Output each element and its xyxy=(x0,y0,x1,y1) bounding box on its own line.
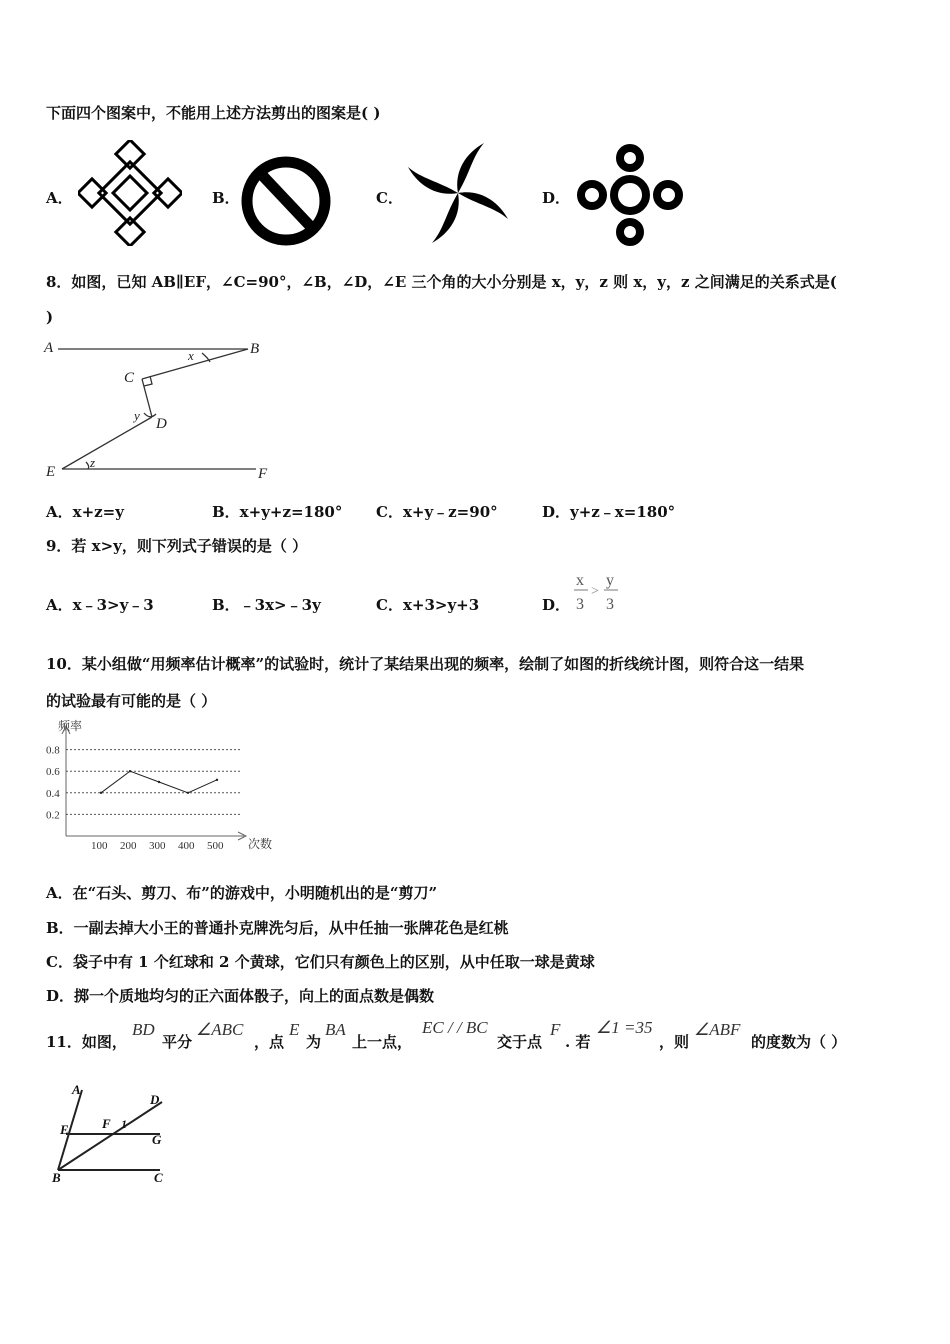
q8-stem-end: ) xyxy=(46,308,54,326)
q11-text-is: 为 xyxy=(306,1033,322,1051)
q9-frac-num-right: y xyxy=(606,572,614,589)
q8-label-d: D xyxy=(156,416,167,432)
q11-ec-parallel-bc: EC / / BC xyxy=(422,1018,488,1037)
q10-stem-line1: 10．某小组做“用频率估计概率”的试验时，统计了某结果出现的频率，绘制了如图的折线统计图，则符合这一结果 xyxy=(46,655,805,673)
chart-y-tick-label: 0.6 xyxy=(46,766,60,779)
q10-frequency-line-chart xyxy=(44,718,278,856)
chart-data-point xyxy=(158,781,160,783)
chart-y-tick-label: 0.8 xyxy=(46,744,60,757)
q7-stem: 下面四个图案中，不能用上述方法剪出的图案是( ) xyxy=(46,104,381,122)
q8-geometry-figure xyxy=(42,334,274,484)
q9-frac-den-left: 3 xyxy=(576,596,584,613)
chart-x-tick-label: 200 xyxy=(120,840,137,852)
q11-point-f: F xyxy=(550,1020,561,1039)
q11-label-a: A xyxy=(72,1082,81,1097)
q9-stem: 9．若 x>y，则下列式子错误的是（ ） xyxy=(46,537,308,555)
q9-frac-operator: > xyxy=(591,584,599,599)
q11-text-if: . 若 xyxy=(565,1033,591,1051)
q11-ba: BA xyxy=(325,1020,346,1039)
q10-option-a: A．在“石头、剪刀、布”的游戏中，小明随机出的是“剪刀” xyxy=(46,884,438,902)
q8-option-b: B．x+y+z=180° xyxy=(212,503,343,521)
chart-x-tick-label: 100 xyxy=(91,840,108,852)
q7-option-b-label: B． xyxy=(212,189,240,207)
q11-number: 11．如图， xyxy=(46,1033,127,1051)
q9-option-c: C．x+3>y+3 xyxy=(376,596,480,614)
q11-label-e: E xyxy=(60,1122,69,1137)
q11-label-f: F xyxy=(102,1116,111,1131)
chart-data-point xyxy=(187,792,189,794)
chart-y-label: 频率 xyxy=(58,719,83,733)
q8-label-f: F xyxy=(258,466,268,482)
q9-frac-num-left: x xyxy=(576,572,584,589)
q9-option-d-fraction xyxy=(572,568,624,616)
q8-option-d: D．y+z﹣x=180° xyxy=(542,503,676,521)
q7-option-a-label: A． xyxy=(46,189,73,207)
q7-option-d-label: D． xyxy=(542,189,571,207)
q7-figure-c-pinwheel xyxy=(404,140,512,246)
q11-label-angle-1: 1 xyxy=(121,1117,127,1131)
q10-option-d: D．掷一个质地均匀的正六面体骰子，向上的面点数是偶数 xyxy=(46,987,435,1005)
q11-label-c: C xyxy=(154,1170,163,1185)
q11-label-g: G xyxy=(152,1132,162,1147)
q11-geometry-figure xyxy=(46,1082,176,1186)
q7-figure-a-knot-pattern xyxy=(78,140,182,246)
q9-option-a: A．x﹣3>y﹣3 xyxy=(46,596,154,614)
q8-label-x: x xyxy=(188,348,194,363)
q9-frac-den-right: 3 xyxy=(606,596,614,613)
q8-label-c: C xyxy=(124,370,135,386)
q11-text-point: ，点 xyxy=(254,1033,285,1051)
q10-option-c: C．袋子中有 1 个红球和 2 个黄球，它们只有颜色上的区别，从中任取一球是黄球 xyxy=(46,953,595,971)
chart-data-point xyxy=(129,770,131,772)
q8-label-a: A xyxy=(44,340,54,356)
q7-figure-d-ring-cluster xyxy=(576,142,684,248)
q8-label-y: y xyxy=(134,408,140,423)
chart-data-point xyxy=(100,792,102,794)
q10-option-b: B．一副去掉大小王的普通扑克牌洗匀后，从中任抽一张牌花色是红桃 xyxy=(46,919,509,937)
q11-text-meet: 交于点 xyxy=(497,1033,543,1051)
q11-text-on: 上一点， xyxy=(352,1033,413,1051)
chart-y-tick-label: 0.2 xyxy=(46,809,60,822)
q9-option-b: B．﹣3x>﹣3y xyxy=(212,596,321,614)
chart-x-tick-label: 400 xyxy=(178,840,195,852)
q8-label-z: z xyxy=(90,455,96,470)
q11-text-then: ，则 xyxy=(659,1033,690,1051)
chart-x-tick-label: 300 xyxy=(149,840,166,852)
q8-stem: 8．如图，已知 AB∥EF，∠C=90°，∠B，∠D，∠E 三个角的大小分别是 x，y，z 则 x，y，z 之间满足的关系式是( xyxy=(46,273,837,291)
q8-label-e: E xyxy=(46,464,56,480)
chart-x-label: 次数 xyxy=(248,837,273,851)
q9-option-d: D． xyxy=(542,596,571,614)
q8-option-a: A．x+z=y xyxy=(46,503,124,521)
q11-label-b: B xyxy=(52,1170,61,1185)
q11-angle-abf: ∠ABF xyxy=(694,1020,741,1039)
q11-bd: BD xyxy=(132,1020,155,1039)
q10-stem-line2: 的试验最有可能的是（ ） xyxy=(46,692,217,710)
chart-x-tick-label: 500 xyxy=(207,840,224,852)
q11-text-bisects: 平分 xyxy=(162,1033,193,1051)
q8-label-b: B xyxy=(250,341,260,357)
chart-data-point xyxy=(216,779,218,781)
chart-y-tick-label: 0.4 xyxy=(46,787,60,800)
q8-option-c: C．x+y﹣z=90° xyxy=(376,503,498,521)
q11-text-degree: 的度数为（ ） xyxy=(751,1033,847,1051)
q11-angle-1-value: ∠1 =35 xyxy=(596,1018,653,1037)
q11-point-e: E xyxy=(289,1020,300,1039)
q11-angle-abc: ∠ABC xyxy=(196,1020,244,1039)
q7-figure-b-prohibition-sign xyxy=(240,155,332,247)
q7-option-c-label: C． xyxy=(376,189,403,207)
q11-label-d: D xyxy=(150,1092,160,1107)
